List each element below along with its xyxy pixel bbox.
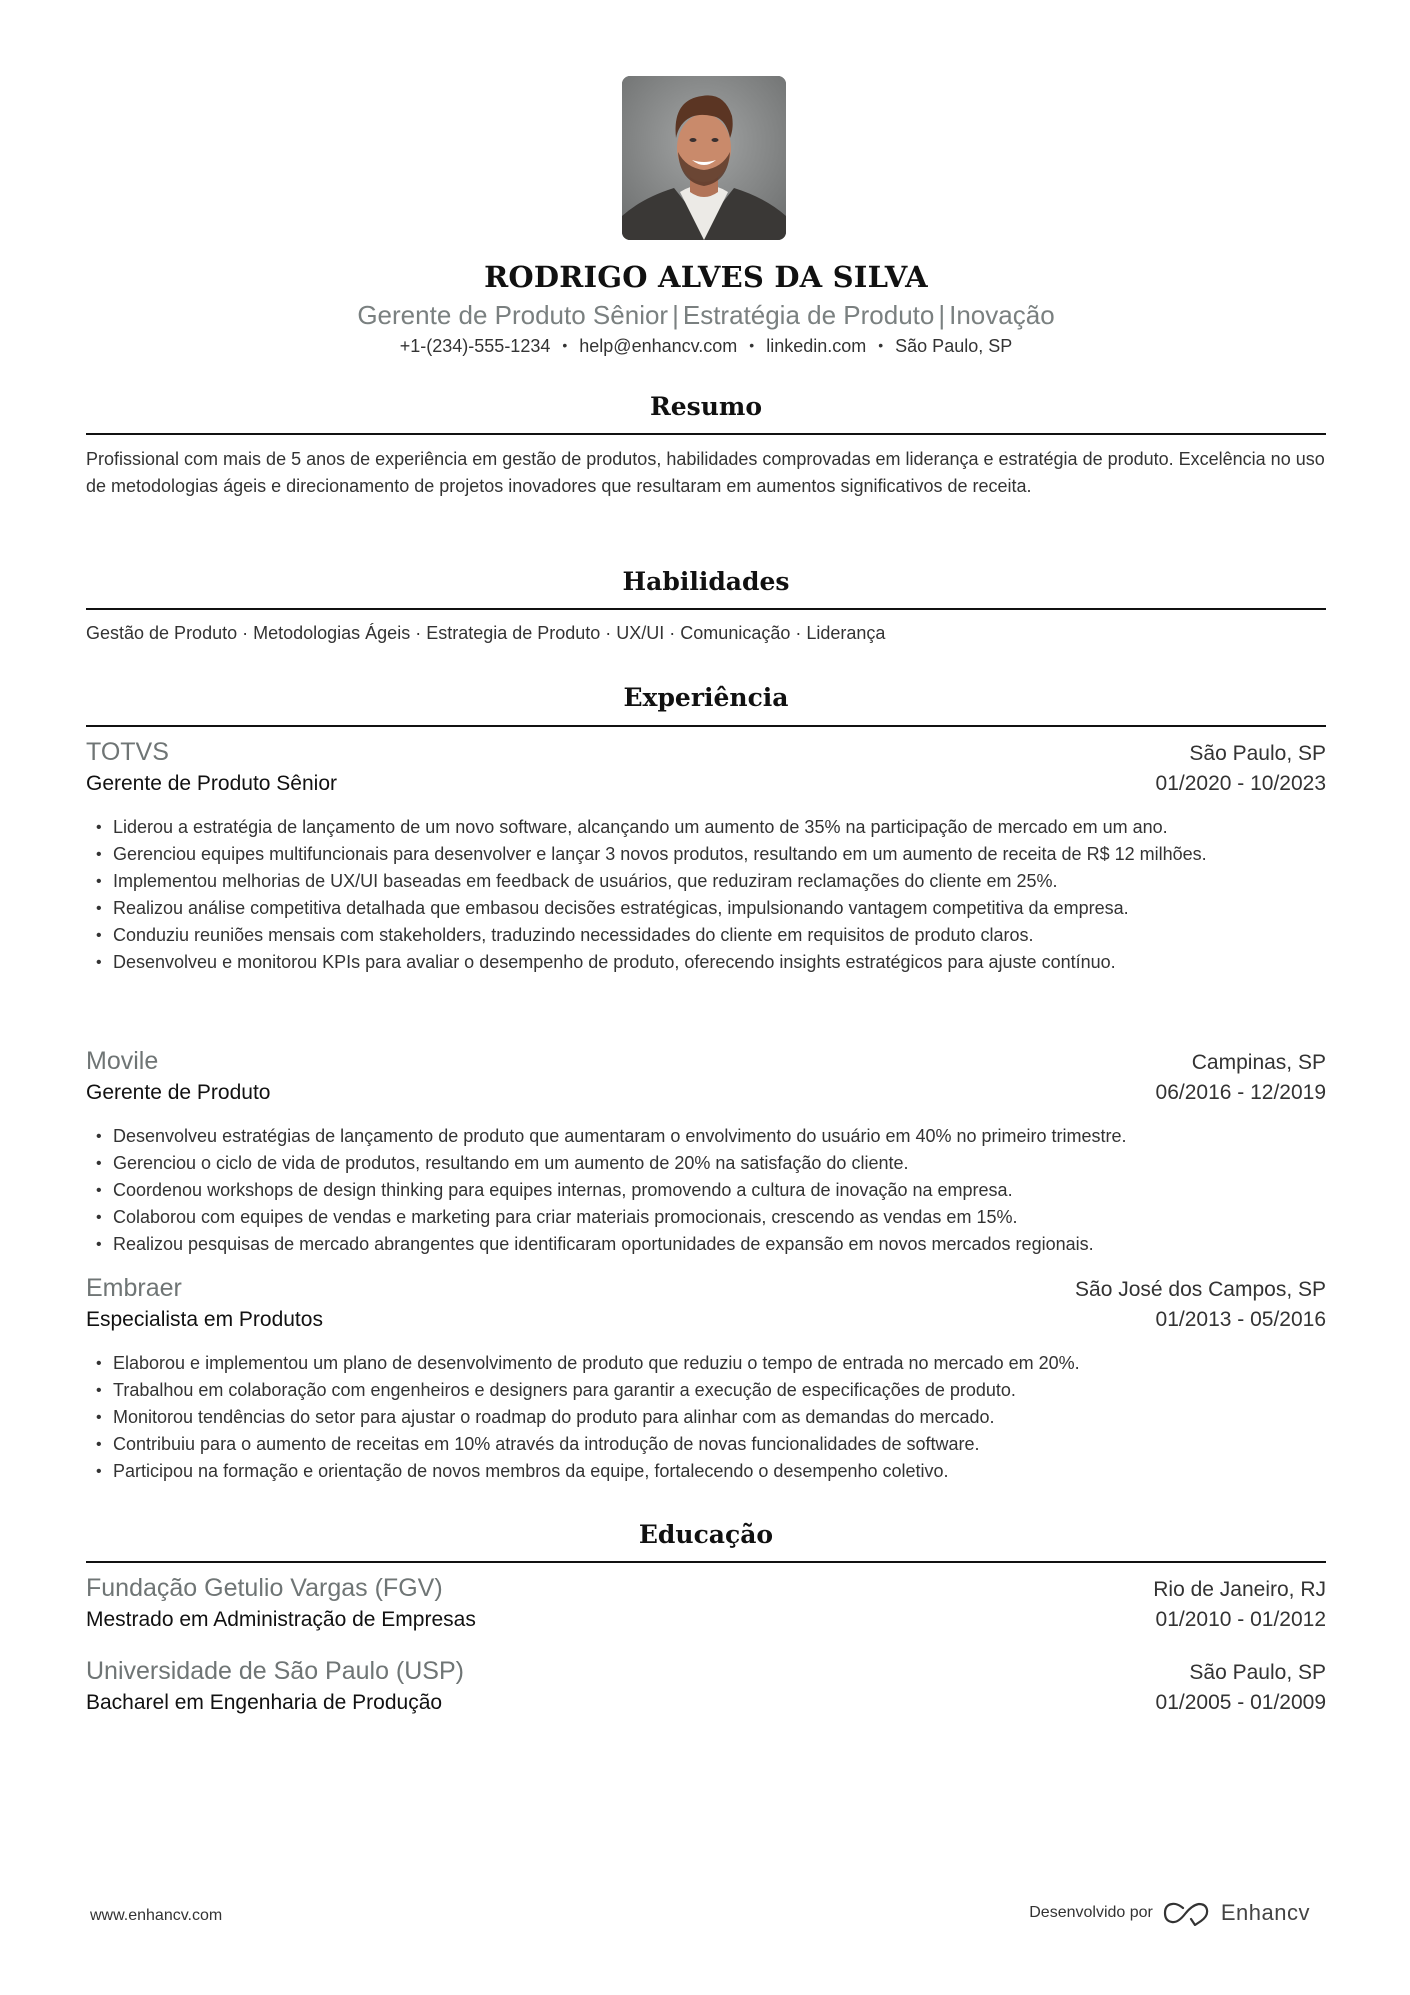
achievement-text: Colaborou com equipes de vendas e marketing para criar materiais promocionais, crescendo as vendas em 15%. <box>113 1207 1018 1227</box>
bullet-icon: • <box>96 1128 102 1145</box>
achievement-item <box>86 895 1326 922</box>
achievement-text: Desenvolveu e monitorou KPIs para avaliar o desempenho de produto, oferecendo insights estratégicos para ajuste contínuo. <box>113 952 1116 972</box>
achievement-item <box>86 1377 1326 1404</box>
headline <box>86 300 1326 331</box>
bullet-icon: • <box>96 1236 102 1253</box>
education-dates: 01/2005 - 01/2009 <box>1155 1691 1326 1714</box>
achievement-item <box>86 1231 1326 1258</box>
footer-branding <box>1029 1900 1310 1926</box>
achievement-item <box>86 1350 1326 1377</box>
education-location: Rio de Janeiro, RJ <box>1153 1578 1326 1601</box>
achievement-text: Realizou análise competitiva detalhada que embasou decisões estratégicas, impulsionando vantagem competitiva da empresa. <box>113 898 1129 918</box>
achievement-text: Gerenciou equipes multifuncionais para desenvolver e lançar 3 novos produtos, resultando em um aumento de receita de R$ 12 milhões. <box>113 844 1207 864</box>
achievement-text: Liderou a estratégia de lançamento de um novo software, alcançando um aumento de 35% na participação de mercado em um ano. <box>113 817 1168 837</box>
bullet-icon: • <box>96 873 102 890</box>
headline-item: Gerente de Produto Sênior <box>357 300 669 330</box>
section-title-education: Educação <box>638 1520 774 1549</box>
company-name: TOTVS <box>86 738 169 766</box>
section-title-skills: Habilidades <box>622 567 790 596</box>
achievement-item <box>86 922 1326 949</box>
enhancv-brand: Enhancv <box>1220 1900 1310 1925</box>
achievement-item <box>86 841 1326 868</box>
section-title-experience: Experiência <box>623 683 789 712</box>
section-divider <box>86 725 1326 727</box>
achievement-text: Monitorou tendências do setor para ajustar o roadmap do produto para alinhar com as demandas do mercado. <box>113 1407 995 1427</box>
achievement-item <box>86 1204 1326 1231</box>
bullet-icon: • <box>96 1382 102 1399</box>
achievement-item <box>86 868 1326 895</box>
skills-list: Gestão de Produto · Metodologias Ágeis · Estrategia de Produto · UX/UI · Comunicação · Liderança <box>86 623 886 643</box>
achievement-text: Conduziu reuniões mensais com stakeholders, traduzindo necessidades do cliente em requisitos de produto claros. <box>113 925 1034 945</box>
job-location: Campinas, SP <box>1191 1051 1326 1074</box>
experience-entry <box>86 1274 1326 1485</box>
education-dates: 01/2010 - 01/2012 <box>1155 1608 1326 1631</box>
job-location: São Paulo, SP <box>1189 742 1326 765</box>
achievement-list <box>86 1350 1326 1485</box>
job-dates: 01/2013 - 05/2016 <box>1155 1308 1326 1331</box>
achievement-text: Contribuiu para o aumento de receitas em 10% através da introdução de novas funcionalidades de software. <box>113 1434 980 1454</box>
bullet-icon: • <box>96 1182 102 1199</box>
education-entry <box>86 1657 1326 1725</box>
job-dates: 06/2016 - 12/2019 <box>1155 1081 1326 1104</box>
footer-website-link[interactable]: www.enhancv.com <box>90 1907 223 1924</box>
bullet-icon: • <box>96 1355 102 1372</box>
bullet-icon: • <box>96 1436 102 1453</box>
achievement-text: Coordenou workshops de design thinking para equipes internas, promovendo a cultura de inovação na empresa. <box>113 1180 1013 1200</box>
job-dates: 01/2020 - 10/2023 <box>1155 772 1326 795</box>
achievement-item <box>86 1177 1326 1204</box>
section-divider <box>86 1561 1326 1563</box>
education-location: São Paulo, SP <box>1189 1661 1326 1684</box>
headline-item: Estratégia de Produto <box>682 300 935 330</box>
headline-item: Inovação <box>949 300 1055 330</box>
location: São Paulo, SP <box>895 336 1013 356</box>
headline-separator: | <box>938 300 946 330</box>
achievement-list <box>86 814 1326 976</box>
achievement-text: Elaborou e implementou um plano de desenvolvimento de produto que reduziu o tempo de entrada no mercado em 20%. <box>113 1353 1080 1373</box>
achievement-item <box>86 1458 1326 1485</box>
achievement-item <box>86 1404 1326 1431</box>
company-name: Movile <box>86 1047 159 1075</box>
company-name: Embraer <box>86 1274 182 1302</box>
achievement-text: Gerenciou o ciclo de vida de produtos, resultando em um aumento de 20% na satisfação do cliente. <box>113 1153 909 1173</box>
bullet-icon: • <box>96 1463 102 1480</box>
bullet-icon: • <box>96 927 102 944</box>
job-title: Gerente de Produto <box>86 1081 271 1104</box>
section-divider <box>86 433 1326 435</box>
achievement-item <box>86 1431 1326 1458</box>
achievement-item <box>86 949 1326 976</box>
experience-entry <box>86 1047 1326 1258</box>
job-title: Gerente de Produto Sênior <box>86 772 337 795</box>
powered-by-label: Desenvolvido por <box>1029 1904 1153 1921</box>
bullet-icon: • <box>96 1209 102 1226</box>
email-link[interactable]: help@enhancv.com <box>579 336 738 356</box>
achievement-list <box>86 1123 1326 1258</box>
achievement-item <box>86 1123 1326 1150</box>
institution-name: Fundação Getulio Vargas (FGV) <box>86 1574 443 1602</box>
linkedin-link[interactable]: linkedin.com <box>766 336 867 356</box>
education-entry <box>86 1574 1326 1642</box>
section-divider <box>86 608 1326 610</box>
phone: +1-(234)-555-1234 <box>399 336 551 356</box>
contact-separator: • <box>562 337 568 353</box>
bullet-icon: • <box>96 954 102 971</box>
achievement-item <box>86 1150 1326 1177</box>
bullet-icon: • <box>96 1155 102 1172</box>
achievement-text: Trabalhou em colaboração com engenheiros e designers para garantir a execução de especificações de produto. <box>113 1380 1016 1400</box>
bullet-icon: • <box>96 900 102 917</box>
enhancv-logo-icon <box>1163 1900 1211 1926</box>
bullet-icon: • <box>96 1409 102 1426</box>
contact-separator: • <box>878 337 884 353</box>
summary-text: Profissional com mais de 5 anos de experiência em gestão de produtos, habilidades comprovadas em liderança e estratégia de produto. Excelência no uso de metodologias ágeis e direcionamento de projetos inovadores que resultaram em aumentos significativos de receita. <box>86 449 1325 496</box>
section-title-summary: Resumo <box>649 392 763 421</box>
bullet-icon: • <box>96 819 102 836</box>
portrait-icon <box>622 76 786 240</box>
achievement-text: Participou na formação e orientação de novos membros da equipe, fortalecendo o desempenho coletivo. <box>113 1461 949 1481</box>
achievement-text: Realizou pesquisas de mercado abrangentes que identificaram oportunidades de expansão em novos mercados regionais. <box>113 1234 1094 1254</box>
profile-photo <box>622 76 786 240</box>
degree: Bacharel em Engenharia de Produção <box>86 1691 443 1714</box>
experience-entry <box>86 738 1326 976</box>
headline-separator: | <box>672 300 679 330</box>
contact-line <box>86 336 1326 357</box>
job-location: São José dos Campos, SP <box>1075 1278 1326 1301</box>
institution-name: Universidade de São Paulo (USP) <box>86 1657 464 1685</box>
achievement-text: Desenvolveu estratégias de lançamento de produto que aumentaram o envolvimento do usuário em 40% no primeiro trimestre. <box>113 1126 1127 1146</box>
achievement-text: Implementou melhorias de UX/UI baseadas em feedback de usuários, que reduziram reclamações do cliente em 25%. <box>113 871 1058 891</box>
degree: Mestrado em Administração de Empresas <box>86 1608 476 1631</box>
bullet-icon: • <box>96 846 102 863</box>
achievement-item <box>86 814 1326 841</box>
job-title: Especialista em Produtos <box>86 1308 323 1331</box>
candidate-name: RODRIGO ALVES DA SILVA <box>484 260 928 294</box>
contact-separator: • <box>749 337 755 353</box>
